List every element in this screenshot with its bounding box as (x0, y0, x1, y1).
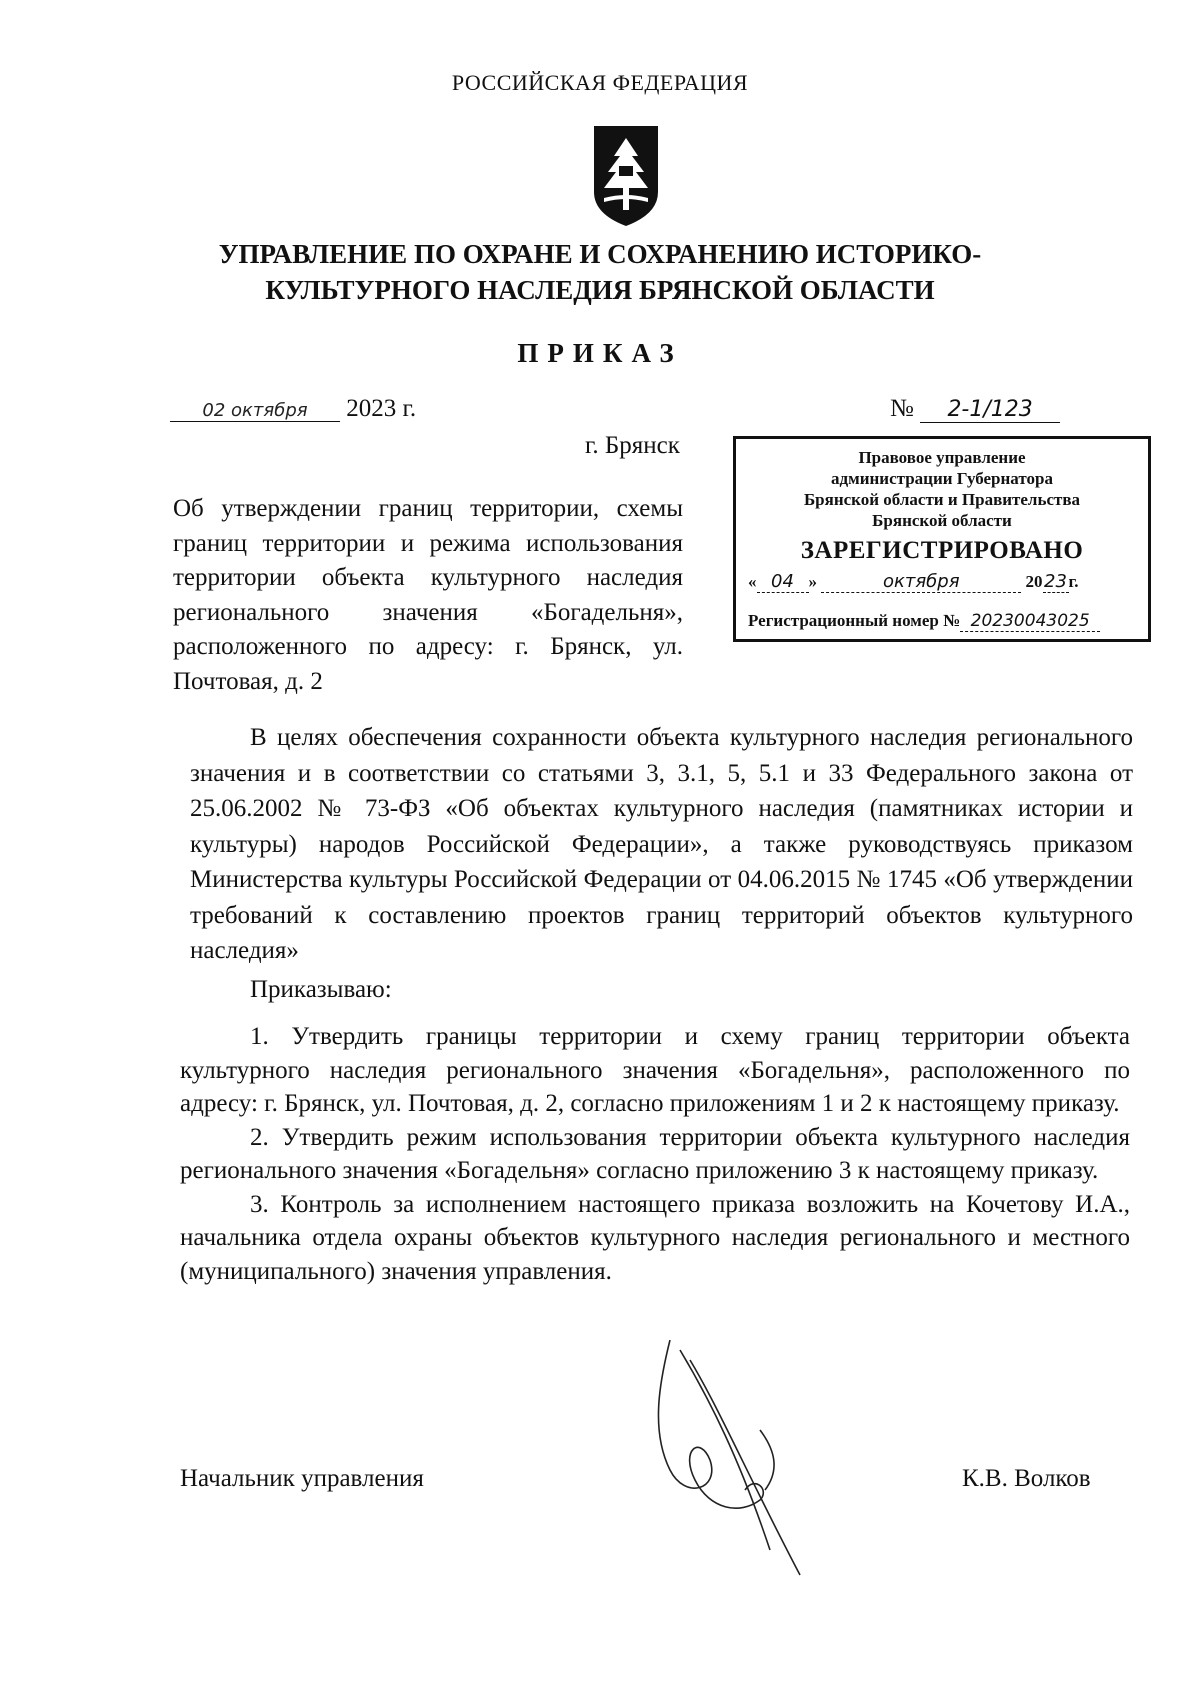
handwritten-signature (650, 1340, 830, 1580)
agency-name (150, 236, 1050, 308)
number-sign: № (890, 395, 914, 422)
stamp-quote-close: » (808, 572, 817, 591)
stamp-org-line4: Брянской области (872, 511, 1012, 530)
handwritten-date: 02 октября (170, 400, 340, 422)
registration-stamp (733, 436, 1151, 642)
city: г. Брянск (585, 432, 680, 459)
stamp-year-unit: г. (1068, 572, 1079, 591)
agency-name-line1: УПРАВЛЕНИЕ ПО ОХРАНЕ И СОХРАНЕНИЮ ИСТОРИКО- (218, 239, 982, 269)
order-subject: Об утверждении границ территории, схемы границ территории и режима использования территории объекта культурного наследия регионального значения «Богадельня», расположенного по адресу: г. Брянск, ул. Почтовая, д. 2 (173, 495, 683, 695)
document-type: ПРИКАЗ (517, 338, 683, 368)
order-date (170, 395, 416, 423)
order-items (180, 1020, 1130, 1288)
stamp-reg-label: Регистрационный номер № (748, 611, 961, 630)
date-year: 2023 г. (346, 395, 417, 422)
stamp-registered-label: ЗАРЕГИСТРИРОВАНО (800, 537, 1084, 564)
stamp-date-row (748, 571, 1138, 593)
order-item-1: 1. Утвердить границы территории и схему границ территории объекта культурного наследия регионального значения «Богадельня», расположенного по адресу: г. Брянск, ул. Почтовая, д. 2, согласно приложениям 1 и 2 к настоящему приказу. (180, 1023, 1130, 1117)
stamp-day: 04 (757, 571, 809, 593)
stamp-quote-open: « (748, 572, 757, 591)
order-item-3: 3. Контроль за исполнением настоящего приказа возложить на Кочетову И.А., начальника отдела охраны объектов культурного наследия регионального и местного (муниципального) значения управления. (180, 1190, 1130, 1285)
stamp-month: октября (821, 571, 1021, 593)
stamp-organization (736, 447, 1148, 531)
stamp-org-line1: Правовое управление (858, 448, 1026, 467)
stamp-org-line3: Брянской области и Правительства (803, 490, 1081, 509)
order-item-2: 2. Утвердить режим использования территории объекта культурного наследия регионального значения «Богадельня» согласно приложению 3 к настоящему приказу. (180, 1123, 1130, 1184)
coat-of-arms-icon (590, 122, 662, 230)
preamble: В целях обеспечения сохранности объекта культурного наследия регионального значения и в соответствии со статьями 3, 3.1, 5, 5.1 и 33 Федерального закона от 25.06.2002 № 73-ФЗ «Об объектах культурного наследия (памятниках истории и культуры) народов Российской Федерации», а также руководствуясь приказом Министерства культуры Российской Федерации от 04.06.2015 № 1745 «Об утверждении требований к составлению проектов границ территорий объектов культурного наследия» (190, 724, 1133, 964)
stamp-reg-number: 20230043025 (960, 611, 1100, 632)
stamp-org-line2: администрации Губернатора (831, 469, 1053, 488)
stamp-year-prefix: 20 (1025, 572, 1043, 591)
agency-name-line2: КУЛЬТУРНОГО НАСЛЕДИЯ БРЯНСКОЙ ОБЛАСТИ (265, 275, 935, 305)
stamp-reg-row (748, 611, 1138, 632)
signatory-name: К.В. Волков (962, 1465, 1091, 1492)
stamp-year-suffix: 23 (1044, 571, 1067, 592)
order-number (890, 395, 1060, 423)
country-heading: РОССИЙСКАЯ ФЕДЕРАЦИЯ (451, 70, 749, 95)
order-word: Приказываю: (250, 976, 392, 1003)
handwritten-number: 2-1/123 (920, 397, 1060, 423)
signatory-title: Начальник управления (180, 1465, 424, 1492)
